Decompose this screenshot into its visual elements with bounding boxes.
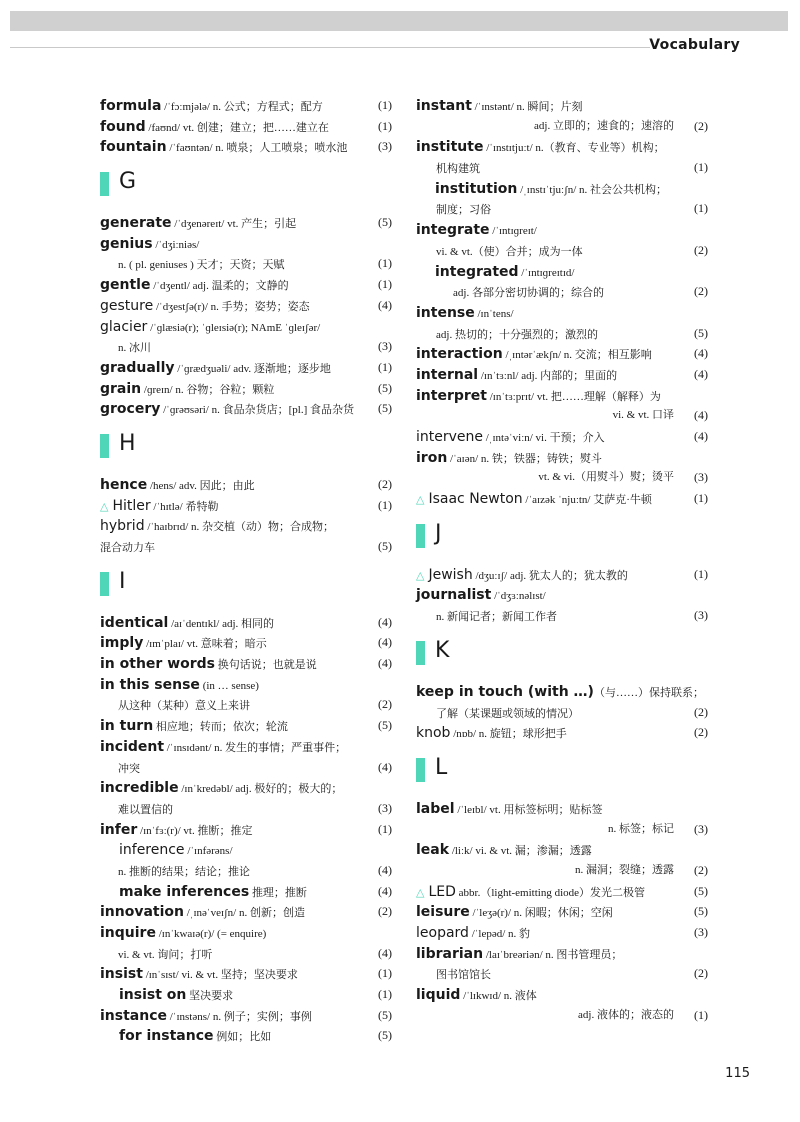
unit-number: (1)	[694, 566, 708, 581]
entry-line	[416, 798, 708, 819]
unit-number: (4)	[378, 862, 392, 877]
letter-section-heading	[416, 639, 708, 667]
unit-number: (1)	[694, 201, 708, 216]
definition: 机构建筑	[436, 163, 480, 176]
page-title: Vocabulary	[649, 37, 740, 53]
definition: /ˌɪntərˈækʃn/ n. 交流；相互影响	[502, 349, 652, 362]
definition: /ɪnˈkwaɪə(r)/ (= enquire)	[155, 928, 267, 940]
entry-line	[416, 447, 708, 468]
headword: inquire	[100, 925, 156, 941]
definition: /ˈɡlæsiə(r); ˈɡleɪsiə(r); NAmE ˈɡleɪʃər/	[147, 321, 321, 334]
definition: /ˈaɪən/ n. 铁；铁器；铸铁；熨斗	[447, 452, 602, 465]
letter-label: G	[119, 169, 137, 195]
unit-number: (3)	[694, 470, 708, 485]
definition: abbr.（light-emitting diode）发光二极管	[455, 886, 646, 899]
definition: /aɪˈdentɪkl/ adj. 相同的	[168, 617, 275, 630]
entry-line	[100, 495, 392, 516]
definition: /ɡreɪn/ n. 谷物；谷粒；颗粒	[141, 383, 275, 396]
headword: incident	[100, 738, 165, 755]
entry-line	[100, 536, 392, 557]
entry-line	[100, 860, 392, 881]
entry-line	[416, 95, 708, 116]
entry-line	[100, 336, 392, 357]
unit-number: (4)	[378, 297, 392, 312]
entry-line	[416, 488, 708, 509]
letter-accent-bar	[416, 758, 425, 782]
entry-line	[416, 564, 708, 585]
definition: /laɪˈbreəriən/ n. 图书管理员；	[483, 948, 623, 961]
headword: gesture	[100, 297, 154, 314]
entry-line	[416, 385, 708, 406]
letter-label: H	[119, 430, 136, 456]
definition: adj. 立即的；速食的；速溶的	[534, 119, 674, 132]
entry-line	[100, 295, 392, 316]
headword: found	[100, 118, 146, 135]
unit-number: (2)	[378, 904, 392, 919]
unit-number: (5)	[378, 1007, 392, 1022]
definition: /ɪnˈfɜː(r)/ vt. 推断；推定	[137, 824, 253, 837]
definition: /ˈaɪzək ˈnjuːtn/ 艾萨克·牛顿	[522, 494, 652, 507]
unit-number: (5)	[694, 325, 708, 340]
entry-line	[416, 922, 708, 943]
definition: /ˈɪnstɪtjuːt/ n.（教育、专业等）机构；	[483, 142, 665, 155]
entry-line	[416, 881, 708, 902]
definition: /ˈhaɪbrɪd/ n. 杂交植（动）物；合成物；	[144, 521, 335, 534]
definition: 冲突	[118, 762, 140, 775]
entry-line	[416, 467, 708, 488]
headword: in turn	[100, 718, 154, 735]
unit-number: (4)	[378, 656, 392, 671]
entry-line	[100, 274, 392, 295]
letter-accent-bar	[100, 172, 109, 196]
definition: /ɪnˈsɪst/ vi. & vt. 坚持；坚决要求	[142, 969, 298, 982]
definition: adj. 液体的；液态的	[578, 1008, 674, 1021]
definition: n. 标签；标记	[608, 822, 674, 835]
definition: vt. & vi.（用熨斗）熨；烫平	[538, 471, 674, 484]
unit-number: (1)	[378, 987, 392, 1002]
entry-line	[100, 653, 392, 674]
entry-line	[100, 357, 392, 378]
entry-line	[416, 157, 708, 178]
definition: 坚决要求	[186, 990, 234, 1003]
entry-line	[100, 674, 392, 695]
entry-line	[416, 343, 708, 364]
letter-section-heading	[416, 756, 708, 784]
unit-number: (2)	[694, 242, 708, 257]
headword: fountain	[100, 139, 167, 156]
entry-line	[416, 323, 708, 344]
definition: n. 推断的结果；结论；推论	[118, 865, 250, 878]
entry-line	[416, 839, 708, 860]
entry-line	[100, 839, 392, 860]
entry-line	[416, 116, 708, 137]
headword: leopard	[416, 925, 469, 941]
entry-line	[100, 736, 392, 757]
unit-number: (3)	[378, 339, 392, 354]
unit-number: (1)	[378, 359, 392, 374]
entry-line	[416, 1005, 708, 1026]
letter-section-heading	[100, 170, 392, 198]
definition: /dʒuːɪʃ/ adj. 犹太人的；犹太教的	[472, 569, 628, 582]
letter-label: L	[435, 754, 448, 780]
definition: /ɪnˈtens/	[474, 307, 514, 320]
entry-line	[100, 715, 392, 736]
headword: grain	[100, 380, 142, 397]
definition: (in … sense)	[199, 679, 259, 692]
entry-line	[416, 426, 708, 447]
definition: n. ( pl. geniuses ) 天才；天资；天赋	[118, 259, 285, 272]
definition: 例如；比如	[213, 1031, 272, 1044]
unit-number: (2)	[694, 118, 708, 133]
unit-number: (4)	[694, 366, 708, 381]
headword: grocery	[100, 401, 161, 418]
letter-accent-bar	[416, 641, 425, 665]
definition: /ɪnˈtɜːnl/ adj. 内部的；里面的	[478, 369, 618, 382]
headword: genius	[100, 235, 153, 252]
definition: /ˈdʒentl/ adj. 温柔的；文静的	[150, 280, 289, 293]
definition: vi. & vt. 询问；打听	[118, 948, 213, 961]
unit-number: (4)	[694, 429, 708, 443]
definition: /ˈɪnstəns/ n. 例子；实例；事例	[167, 1010, 312, 1023]
triangle-icon: △	[416, 568, 425, 582]
definition: /ˈɪnstənt/ n. 瞬间；片刻	[471, 101, 583, 113]
letter-section-heading	[100, 432, 392, 460]
entry-line	[100, 474, 392, 495]
unit-number: (5)	[694, 883, 708, 898]
top-banner	[10, 11, 788, 31]
entry-line	[100, 881, 392, 902]
unit-number: (4)	[378, 635, 392, 650]
headword: generate	[100, 215, 172, 232]
entry-line	[100, 943, 392, 964]
definition: /ˈleɪbl/ vt. 用标签标明；贴标签	[454, 803, 603, 816]
definition: /ˈɪnsɪdənt/ n. 发生的事情；严重事件；	[164, 741, 347, 754]
entry-line	[416, 963, 708, 984]
headword: librarian	[416, 945, 484, 962]
headword: innovation	[100, 904, 184, 921]
letter-label: J	[435, 520, 442, 546]
headword: LED	[428, 883, 456, 900]
headword: interpret	[416, 387, 487, 404]
definition: n. 冰川	[118, 342, 151, 355]
definition: 换句话说；也就是说	[215, 659, 317, 672]
entry-line	[100, 116, 392, 137]
headword: liquid	[416, 987, 461, 1004]
definition: /ɪnˈkredəbl/ adj. 极好的；极大的；	[178, 783, 343, 796]
unit-number: (5)	[378, 539, 392, 553]
unit-number: (1)	[378, 118, 392, 133]
headword: instant	[416, 98, 472, 114]
unit-number: (5)	[378, 380, 392, 395]
headword: instance	[100, 1007, 167, 1024]
unit-number: (1)	[378, 277, 392, 292]
headword: leisure	[416, 904, 470, 921]
entry-line	[416, 984, 708, 1005]
unit-number: (2)	[694, 725, 708, 740]
definition: /ˈdʒestʃə(r)/ n. 手势；姿势；姿态	[153, 300, 310, 313]
entry-line	[100, 378, 392, 399]
definition: /ˈhɪtlə/ 希特勒	[150, 500, 219, 513]
entry-line	[416, 605, 708, 626]
entry-line	[416, 943, 708, 964]
entry-line	[100, 1025, 392, 1046]
entry-line	[100, 963, 392, 984]
entry-line	[100, 95, 392, 116]
letter-section-heading	[100, 570, 392, 598]
definition: /ˈɪntɪɡreɪtɪd/	[518, 266, 575, 279]
headword: hence	[100, 476, 148, 493]
definition: /ˈɪnfərəns/	[184, 845, 233, 858]
definition: /ˈɡrəʊsəri/ n. 食品杂货店；[pl.] 食品杂货	[160, 404, 354, 417]
entry-line	[416, 219, 708, 240]
entry-line	[100, 233, 392, 254]
headword: identical	[100, 614, 169, 631]
entry-line	[100, 253, 392, 274]
letter-accent-bar	[416, 524, 425, 548]
headword: intervene	[416, 429, 484, 445]
unit-number: (3)	[694, 821, 708, 836]
headword: interaction	[416, 346, 503, 363]
definition: /nɒb/ n. 旋钮；球形把手	[450, 728, 567, 741]
entry-line	[100, 694, 392, 715]
headword: formula	[100, 98, 162, 114]
unit-number: (2)	[694, 284, 708, 299]
entry-line	[100, 819, 392, 840]
definition: /ˈlepəd/ n. 豹	[468, 928, 531, 940]
headword: insist	[100, 966, 143, 983]
entry-line	[416, 819, 708, 840]
entry-line	[416, 240, 708, 261]
entry-line	[100, 212, 392, 233]
entry-line	[416, 198, 708, 219]
headword: in this sense	[100, 676, 200, 693]
unit-number: (5)	[694, 904, 708, 919]
headword: incredible	[100, 780, 179, 797]
definition: vi. & vt.（使）合并；成为一体	[436, 245, 583, 258]
letter-label: K	[435, 637, 450, 663]
entry-line	[100, 398, 392, 419]
unit-number: (5)	[378, 718, 392, 733]
entry-line	[416, 584, 708, 605]
entry-line	[416, 702, 708, 723]
triangle-icon: △	[416, 493, 425, 507]
letter-section-heading	[416, 522, 708, 550]
definition: /faʊnd/ vt. 创建；建立；把……建立在	[145, 121, 329, 134]
header-rule	[10, 47, 650, 48]
page-number: 115	[725, 1066, 750, 1081]
definition: /ˈlɪkwɪd/ n. 液体	[460, 990, 537, 1003]
headword: gradually	[100, 359, 175, 376]
letter-accent-bar	[100, 434, 109, 458]
unit-number: (4)	[378, 945, 392, 960]
triangle-icon: △	[100, 499, 109, 513]
entry-line	[100, 757, 392, 778]
headword: imply	[100, 635, 144, 652]
entry-line	[416, 860, 708, 881]
headword: institution	[435, 180, 518, 197]
headword: inference	[119, 842, 185, 859]
unit-number: (2)	[694, 966, 708, 981]
definition: /ˈɡrædʒuəli/ adv. 逐渐地；逐步地	[174, 362, 331, 375]
definition: 推理；推断	[249, 886, 307, 899]
definition: /ɪmˈplaɪ/ vt. 意味着；暗示	[143, 638, 267, 651]
definition: 混合动力车	[100, 542, 155, 554]
headword: iron	[416, 449, 448, 466]
headword: knob	[416, 725, 451, 742]
entry-line	[416, 681, 708, 702]
headword: institute	[416, 139, 484, 156]
entry-line	[416, 136, 708, 157]
unit-number: (2)	[378, 697, 392, 712]
headword: insist on	[119, 987, 187, 1004]
left-column	[100, 95, 392, 1046]
triangle-icon: △	[416, 885, 425, 899]
entry-line	[100, 136, 392, 157]
unit-number: (1)	[694, 1007, 708, 1022]
entry-line	[100, 777, 392, 798]
headword: keep in touch (with …)	[416, 683, 594, 700]
unit-number: (4)	[378, 614, 392, 629]
unit-number: (1)	[378, 256, 392, 271]
entry-line	[416, 281, 708, 302]
definition: /ˈleʒə(r)/ n. 闲暇；休闲；空闲	[469, 907, 613, 920]
unit-number: (2)	[378, 476, 392, 491]
headword: glacier	[100, 318, 148, 335]
definition: n. 新闻记者；新闻工作者	[436, 611, 557, 624]
unit-number: (1)	[694, 160, 708, 175]
definition: /ˈfɔːmjələ/ n. 公式；方程式；配方	[161, 101, 323, 113]
definition: 图书馆馆长	[436, 969, 491, 982]
unit-number: (4)	[378, 759, 392, 774]
unit-number: (1)	[378, 98, 392, 112]
definition: /ˌɪnəˈveɪʃn/ n. 创新；创造	[184, 907, 305, 920]
headword: Hitler	[112, 497, 151, 514]
entry-line	[416, 302, 708, 323]
entry-line	[100, 515, 392, 536]
entry-line	[416, 178, 708, 199]
entry-line	[416, 901, 708, 922]
unit-number: (5)	[378, 1028, 392, 1043]
definition: /ˌɪntəˈviːn/ vi. 干预；介入	[483, 432, 605, 444]
definition: /liːk/ vi. & vt. 漏；渗漏；透露	[449, 845, 592, 858]
definition: /hens/ adv. 因此；由此	[147, 479, 255, 492]
headword: in other words	[100, 656, 216, 673]
unit-number: (4)	[378, 883, 392, 898]
definition: /ɪnˈtɜːprɪt/ vt. 把……理解（解释）为	[486, 390, 661, 403]
definition: /ˈfaʊntən/ n. 喷泉；人工喷泉；喷水池	[166, 142, 348, 155]
headword: infer	[100, 821, 138, 838]
unit-number: (3)	[694, 925, 708, 939]
unit-number: (2)	[694, 704, 708, 719]
letter-accent-bar	[100, 572, 109, 596]
entry-line	[100, 901, 392, 922]
definition: /ˈdʒɜːnəlɪst/	[491, 590, 546, 603]
definition: /ˌɪnstɪˈtjuːʃn/ n. 社会公共机构；	[517, 183, 668, 196]
definition: vi. & vt. 口译	[612, 409, 674, 422]
unit-number: (5)	[378, 215, 392, 230]
unit-number: (1)	[694, 491, 708, 506]
entry-line	[100, 922, 392, 943]
headword: internal	[416, 366, 479, 383]
definition: adj. 热切的；十分强烈的；激烈的	[436, 328, 598, 341]
unit-number: (2)	[694, 862, 708, 877]
definition: adj. 各部分密切协调的；综合的	[453, 287, 604, 300]
unit-number: (3)	[378, 800, 392, 815]
entry-line	[100, 1005, 392, 1026]
unit-number: (5)	[378, 401, 392, 416]
entry-line	[100, 798, 392, 819]
headword: label	[416, 800, 455, 817]
definition: 从这种（某种）意义上来讲	[118, 700, 250, 713]
definition: /ˈdʒenəreɪt/ vt. 产生；引起	[171, 218, 297, 231]
headword: leak	[416, 842, 450, 859]
entry-line	[416, 722, 708, 743]
headword: gentle	[100, 277, 151, 294]
definition: 相应地；转而；依次；轮流	[153, 721, 288, 734]
entry-line	[100, 316, 392, 337]
definition: 了解（某课题或领域的情况）	[436, 707, 579, 720]
letter-label: I	[119, 568, 126, 594]
headword: Isaac Newton	[428, 491, 523, 508]
headword: make inferences	[119, 883, 250, 900]
definition: /ˈdʒiːniəs/	[152, 238, 200, 251]
headword: journalist	[416, 587, 492, 604]
right-column	[416, 95, 708, 1025]
unit-number: (1)	[378, 821, 392, 836]
entry-line	[416, 364, 708, 385]
definition: n. 漏洞；裂缝；透露	[575, 863, 674, 876]
headword: integrated	[435, 263, 519, 280]
entry-line	[416, 261, 708, 282]
unit-number: (4)	[694, 408, 708, 423]
entry-line	[100, 612, 392, 633]
entry-line	[100, 984, 392, 1005]
definition: 制度；习俗	[436, 204, 491, 217]
headword: Jewish	[428, 566, 473, 583]
definition: （与……）保持联系；	[593, 686, 704, 699]
unit-number: (3)	[694, 608, 708, 623]
headword: integrate	[416, 222, 490, 239]
headword: hybrid	[100, 518, 145, 535]
unit-number: (4)	[694, 346, 708, 361]
definition: /ˈɪntɪɡreɪt/	[489, 225, 537, 238]
headword: for instance	[119, 1028, 214, 1045]
entry-line	[416, 405, 708, 426]
unit-number: (1)	[378, 966, 392, 981]
unit-number: (1)	[378, 497, 392, 512]
definition: 难以置信的	[118, 803, 173, 816]
unit-number: (3)	[378, 139, 392, 154]
entry-line	[100, 632, 392, 653]
headword: intense	[416, 304, 475, 321]
